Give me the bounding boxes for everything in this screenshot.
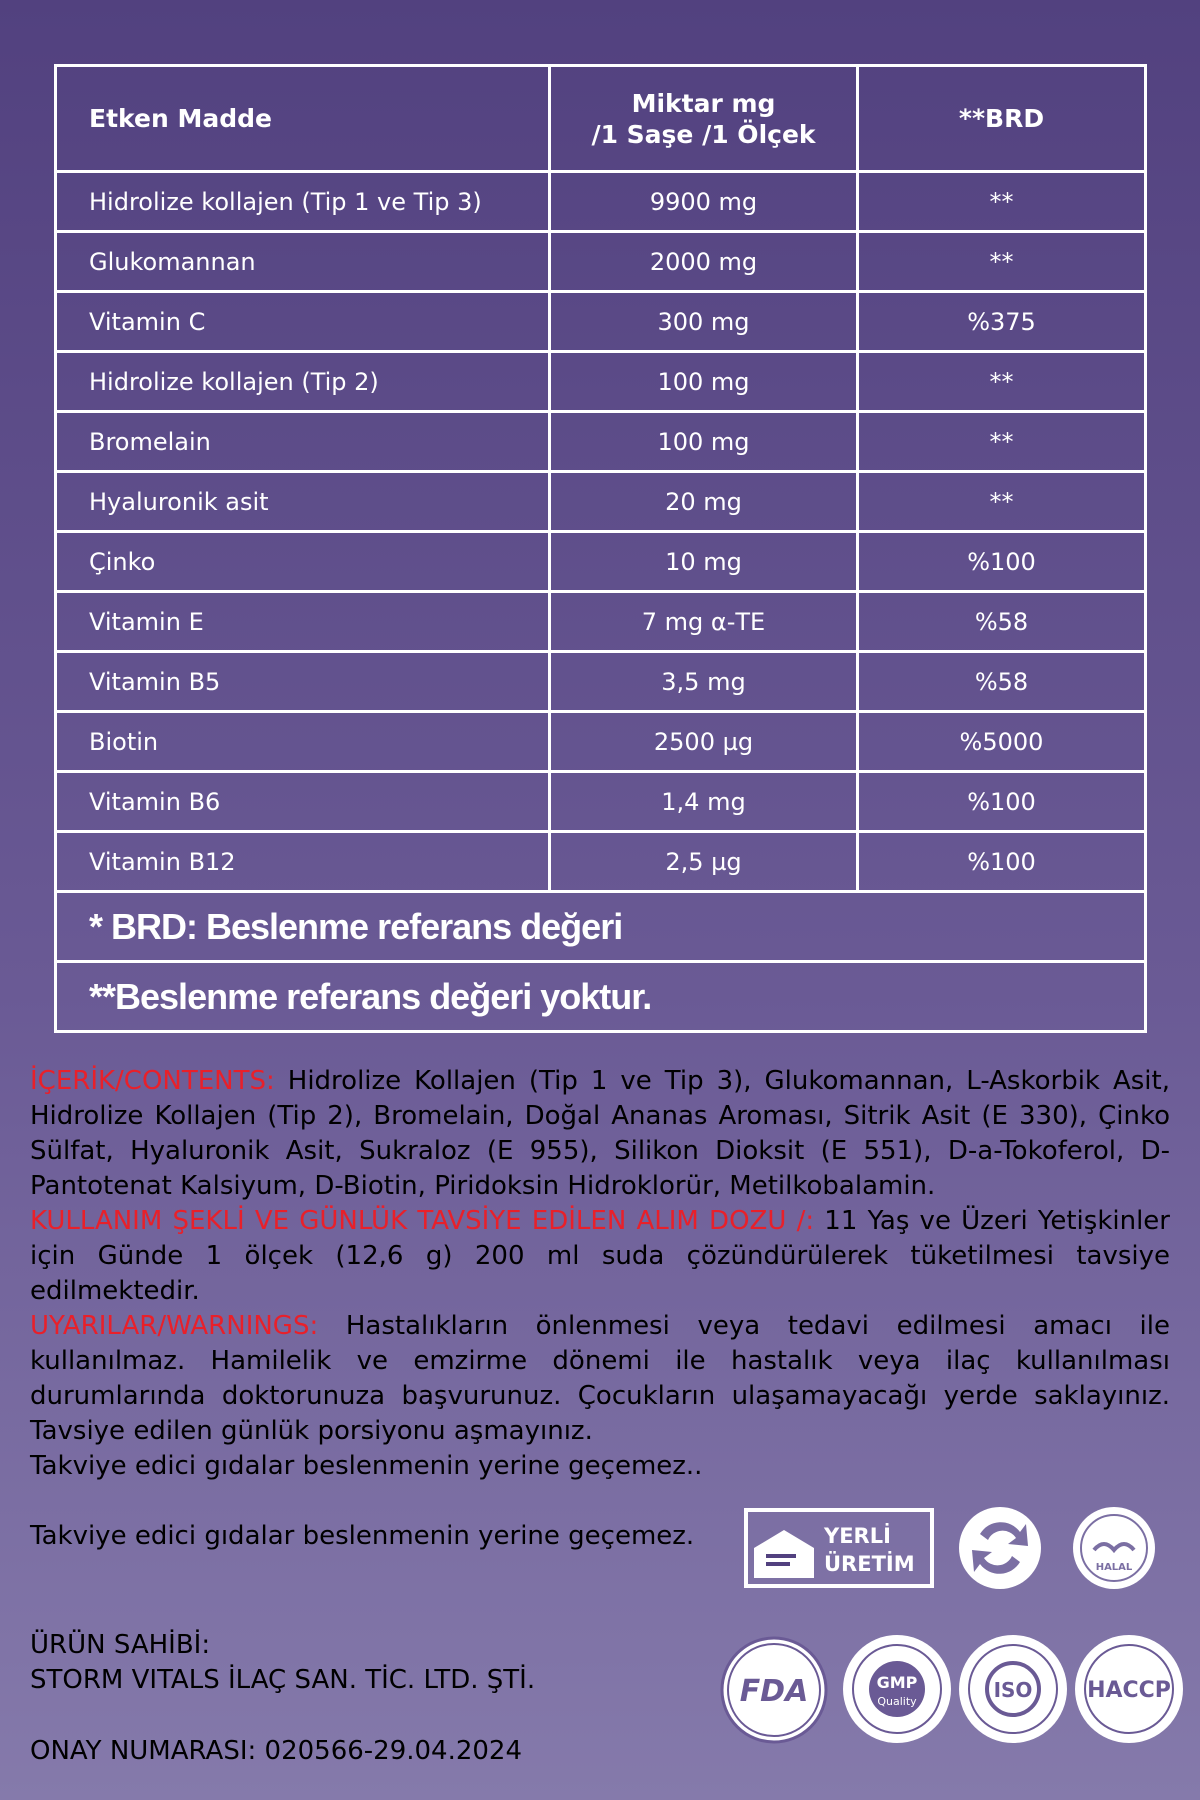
nutrition-table (54, 64, 1147, 1033)
ingredient-cell: Hyaluronik asit (56, 472, 550, 532)
amount-cell: 3,5 mg (550, 652, 858, 712)
gmp-quality-label: Quality (877, 1695, 917, 1708)
table-note-row (56, 892, 1146, 962)
header-brd: **BRD (858, 66, 1146, 172)
brd-cell: %100 (858, 832, 1146, 892)
gmp-icon (840, 1632, 954, 1746)
amount-cell: 300 mg (550, 292, 858, 352)
brd-cell: ** (858, 232, 1146, 292)
brd-cell: %100 (858, 772, 1146, 832)
contents-text: Hidrolize Kollajen (Tip 1 ve Tip 3), Glukomannan, L-Askorbik Asit, Hidrolize Kollajen (Tip 2), Bromelain, Doğal Ananas Aroması, Sitrik Asit (E 330), Çinko Sülfat, Hyaluronik Asit, Sukraloz (E 955), Silikon Dioksit (E 551), D-a-Tokoferol, D-Pantotenat Kalsiyum, D-Biotin, Piridoksin Hidroklorür, Metilkobalamin. (30, 1066, 1170, 1201)
amount-cell: 100 mg (550, 352, 858, 412)
table-row (56, 832, 1146, 892)
table-row (56, 412, 1146, 472)
contents-label: İÇERİK/CONTENTS: (30, 1066, 275, 1096)
ingredient-cell: Hidrolize kollajen (Tip 2) (56, 352, 550, 412)
ingredient-cell: Çinko (56, 532, 550, 592)
amount-cell: 1,4 mg (550, 772, 858, 832)
brd-cell: ** (858, 472, 1146, 532)
haccp-icon (1072, 1632, 1186, 1746)
table-row (56, 712, 1146, 772)
table-row (56, 592, 1146, 652)
table-row (56, 232, 1146, 292)
warnings-text: Hastalıkların önlenmesi veya tedavi edilmesi amacı ile kullanılmaz. Hamilelik ve emzirme dönemi ile hastalık veya ilaç kullanılması durumlarında doktorunuza başvurunuz. Çocukların ulaşamayacağı yerde saklayınız. Tavsiye edilen günlük porsiyonu aşmayınız. (30, 1311, 1170, 1446)
ingredient-cell: Vitamin C (56, 292, 550, 352)
brd-cell: ** (858, 412, 1146, 472)
halal-label: HALAL (1095, 1562, 1133, 1573)
ingredient-cell: Hidrolize kollajen (Tip 1 ve Tip 3) (56, 172, 550, 232)
table-note-row (56, 962, 1146, 1032)
usage-paragraph (30, 1204, 1170, 1309)
brd-cell: %58 (858, 652, 1146, 712)
iso-label: ISO (993, 1678, 1033, 1702)
ingredient-cell: Vitamin B12 (56, 832, 550, 892)
ingredient-cell: Vitamin B5 (56, 652, 550, 712)
halal-icon (1070, 1504, 1158, 1592)
gmp-label: GMP (876, 1673, 918, 1692)
table-row (56, 352, 1146, 412)
contents-paragraph (30, 1064, 1170, 1204)
table-row (56, 472, 1146, 532)
table-row (56, 772, 1146, 832)
table-header-row (56, 66, 1146, 172)
product-owner (30, 1628, 535, 1698)
table-row (56, 292, 1146, 352)
yerli-uretim-icon (744, 1508, 934, 1588)
ingredient-cell: Biotin (56, 712, 550, 772)
brd-cell: ** (858, 352, 1146, 412)
brd-cell: %5000 (858, 712, 1146, 772)
no-brd-note: **Beslenme referans değeri yoktur. (56, 962, 1146, 1032)
recycle-icon (956, 1504, 1044, 1592)
amount-cell: 20 mg (550, 472, 858, 532)
supplement-note-2: Takviye edici gıdalar beslenmenin yerine geçemez. (30, 1521, 695, 1551)
table-row (56, 652, 1146, 712)
header-amount: Miktar mg /1 Saşe /1 Ölçek (550, 66, 858, 172)
table-row (56, 532, 1146, 592)
amount-cell: 100 mg (550, 412, 858, 472)
brd-cell: ** (858, 172, 1146, 232)
amount-cell: 2000 mg (550, 232, 858, 292)
iso-icon (956, 1632, 1070, 1746)
warnings-label: UYARILAR/WARNINGS: (30, 1311, 319, 1341)
usage-label: KULLANIM ŞEKLİ VE GÜNLÜK TAVSİYE EDİLEN ALIM DOZU /: (30, 1206, 815, 1236)
uretim-label: ÜRETİM (824, 1552, 915, 1576)
amount-cell: 7 mg α-TE (550, 592, 858, 652)
header-active-ingredient: Etken Madde (56, 66, 550, 172)
brd-definition-note: * BRD: Beslenme referans değeri (56, 892, 1146, 962)
brd-cell: %100 (858, 532, 1146, 592)
brd-cell: %375 (858, 292, 1146, 352)
label-text-block (30, 1064, 1170, 1554)
amount-cell: 2500 µg (550, 712, 858, 772)
haccp-label: HACCP (1087, 1678, 1171, 1703)
yerli-label: YERLİ (824, 1524, 891, 1548)
table-row (56, 172, 1146, 232)
owner-label: ÜRÜN SAHİBİ: (30, 1630, 211, 1660)
amount-cell: 10 mg (550, 532, 858, 592)
supplement-note-1: Takviye edici gıdalar beslenmenin yerine geçemez.. (30, 1451, 703, 1481)
brd-cell: %58 (858, 592, 1146, 652)
amount-cell: 2,5 µg (550, 832, 858, 892)
ingredient-cell: Vitamin E (56, 592, 550, 652)
usage-text: 11 Yaş ve Üzeri Yetişkinler için Günde 1 ölçek (12,6 g) 200 ml suda çözündürülerek tüketilmesi tavsiye edilmektedir. (30, 1206, 1170, 1306)
fda-label: FDA (739, 1674, 809, 1709)
fda-icon (718, 1634, 830, 1746)
ingredient-cell: Vitamin B6 (56, 772, 550, 832)
ingredient-cell: Bromelain (56, 412, 550, 472)
owner-name: STORM VITALS İLAÇ SAN. TİC. LTD. ŞTİ. (30, 1665, 536, 1695)
amount-cell: 9900 mg (550, 172, 858, 232)
approval-number: ONAY NUMARASI: 020566-29.04.2024 (30, 1736, 523, 1766)
warnings-paragraph (30, 1309, 1170, 1449)
ingredient-cell: Glukomannan (56, 232, 550, 292)
